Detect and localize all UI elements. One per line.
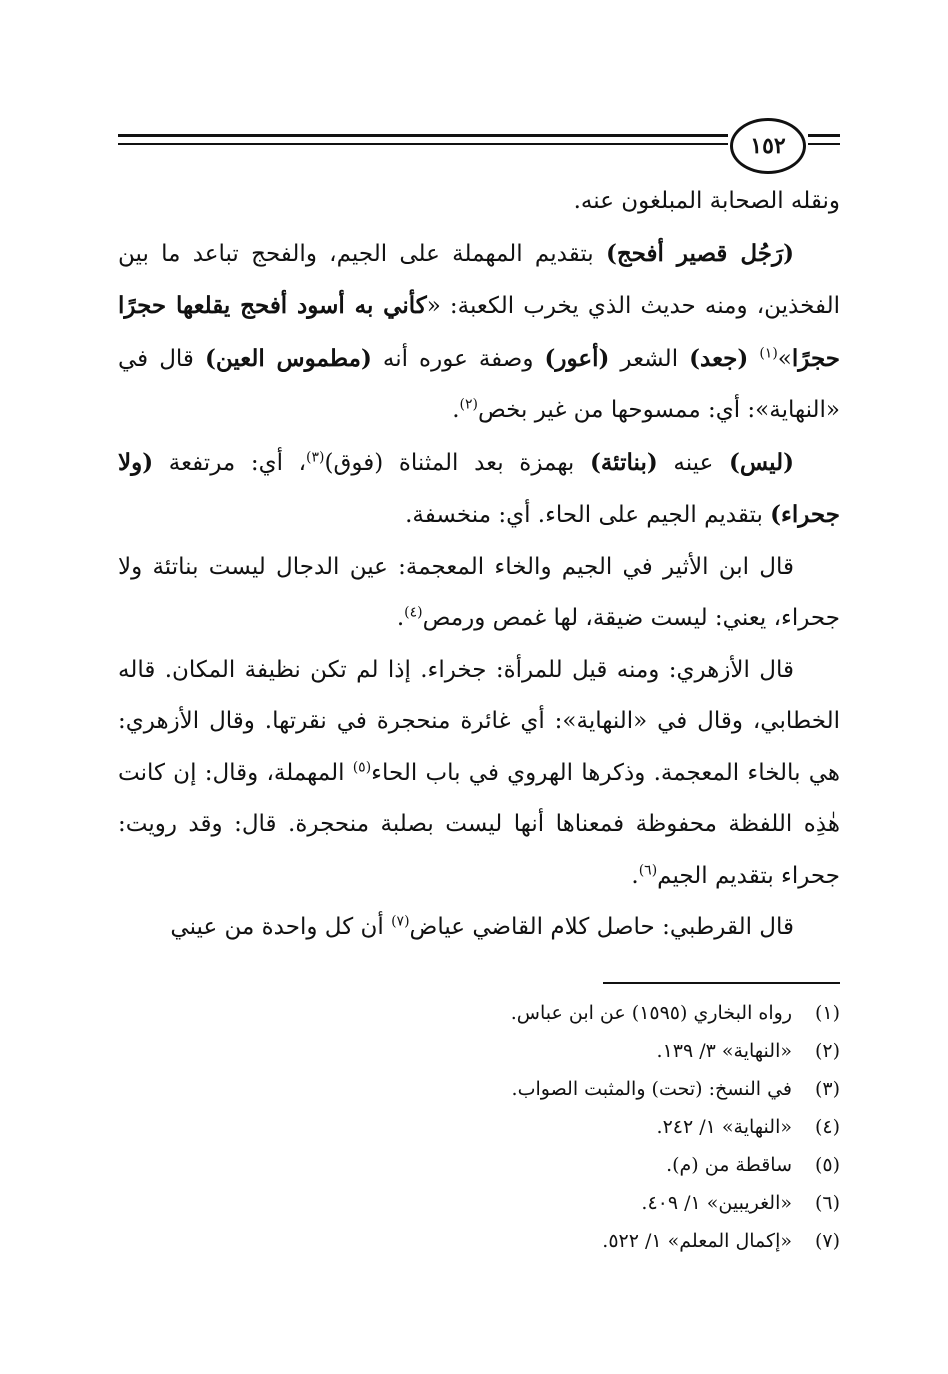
footnote [118, 1184, 840, 1222]
footnote-ref: (٧) [391, 913, 410, 930]
paragraph [118, 228, 840, 437]
paragraph [118, 902, 840, 954]
text-run: قال ابن الأثير في الجيم والخاء المعجمة: عين الدجال ليست بناتئة ولا جحراء، يعني: ليست ضيقة، لها غمص ورمص [118, 553, 840, 631]
bold-phrase: (رَجُل قصير أفحج) [605, 239, 794, 267]
footnote-number: (٦) [814, 1192, 840, 1214]
header-rule-top [118, 134, 728, 137]
text-run: بهمزة بعد المثناة (فوق) [324, 449, 590, 476]
footnote-text: في النسخ: (تحت) والمثبت الصواب. [511, 1078, 792, 1100]
text-run: » [777, 345, 792, 372]
footnote-ref: (١) [759, 344, 778, 361]
text-run: المهملة، وقال: إن كانت هٰذِه اللفظة محفوظة فمعناها أنها ليست بصلبة منحجرة. قال: وقد رويت: جحراء بتقديم الجيم [118, 759, 840, 889]
text-run [748, 346, 759, 372]
footnote-text: «الغريبين» ١/ ٤٠٩. [641, 1192, 792, 1214]
page-header [118, 118, 840, 174]
header-rule-right-bottom [808, 143, 840, 145]
footnote-ref: (٤) [404, 604, 423, 621]
footnote-ref: (٢) [459, 396, 478, 413]
footnote [118, 1070, 840, 1108]
text-run: أن كل واحدة من عيني [170, 914, 392, 940]
text-run: . [631, 862, 639, 889]
footnote-ref: (٦) [638, 861, 658, 878]
paragraph [118, 437, 840, 542]
bold-phrase: كأني به أسود أفحج يقلعها حجرًا حجرًا [118, 292, 841, 372]
bold-phrase: (أعور) [544, 344, 610, 372]
footnote [118, 1146, 840, 1184]
footnotes [118, 994, 840, 1260]
text-run: ، أي: مرتفعة [153, 449, 307, 476]
footnote-number: (١) [814, 1002, 840, 1024]
text-run: قال القرطبي: حاصل كلام القاضي عياض [409, 914, 794, 940]
text-run: الشعر [609, 345, 690, 372]
footnote [118, 1222, 840, 1260]
text-run: بتقديم المهملة على الجيم، والفحج تباعد ما بين الفخذين، ومنه حديث الذي يخرب الكعبة: « [118, 240, 840, 319]
footnote-text: ساقطة من (م). [666, 1154, 792, 1176]
bold-phrase: (مطموس العين) [204, 344, 372, 372]
paragraph [118, 176, 840, 228]
text-run: . [452, 397, 460, 423]
text-run: قال الأزهري: ومنه قيل للمرأة: جخراء. إذا لم تكن نظيفة المكان. قاله الخطابي، وقال في «النهاية»: أي غائرة منحجرة في نقرتها. وقال الأزهري: هي بالخاء المعجمة. وذكرها الهروي في باب الحاء [118, 656, 841, 786]
bold-phrase: (جعد) [689, 344, 749, 372]
footnote-ref: (٣) [306, 448, 325, 465]
page-number: ١٥٢ [730, 118, 806, 174]
footnote-text: «النهاية» ١/ ٢٤٢. [656, 1116, 792, 1138]
text-run: بتقديم الجيم على الحاء. أي: منخسفة. [405, 502, 771, 528]
header-rule-bottom [118, 143, 728, 145]
footnote-number: (٤) [814, 1116, 840, 1138]
footnote-text: رواه البخاري (١٥٩٥) عن ابن عباس. [510, 1002, 792, 1024]
text-run: قال في «النهاية»: أي: ممسوحها من غير بخص [118, 345, 840, 423]
paragraph [118, 542, 840, 645]
footnote-ref: (٥) [352, 758, 372, 775]
footnote-number: (٧) [814, 1230, 840, 1252]
text-run: ونقله الصحابة المبلغون عنه. [573, 188, 840, 214]
main-text [118, 176, 840, 954]
header-rule-right-top [808, 134, 840, 137]
bold-phrase: (بناتئة) [589, 448, 658, 476]
footnote-number: (٣) [814, 1078, 840, 1100]
footnote-text: «إكمال المعلم» ١/ ٥٢٢. [602, 1230, 792, 1252]
footnote [118, 1032, 840, 1070]
text-run: . [396, 605, 405, 631]
footnote-number: (٢) [814, 1040, 840, 1062]
text-run: عينه [657, 449, 729, 476]
footnote-number: (٥) [814, 1154, 840, 1176]
bold-phrase: (ليس) [728, 448, 794, 476]
paragraph [118, 645, 840, 903]
footnote-separator [603, 982, 840, 984]
footnote [118, 994, 840, 1032]
footnote [118, 1108, 840, 1146]
text-run: وصفة عوره أنه [371, 345, 545, 372]
bold-phrase: (ولا جحراء) [118, 448, 840, 528]
footnote-text: «النهاية» ٣/ ١٣٩. [656, 1040, 792, 1062]
